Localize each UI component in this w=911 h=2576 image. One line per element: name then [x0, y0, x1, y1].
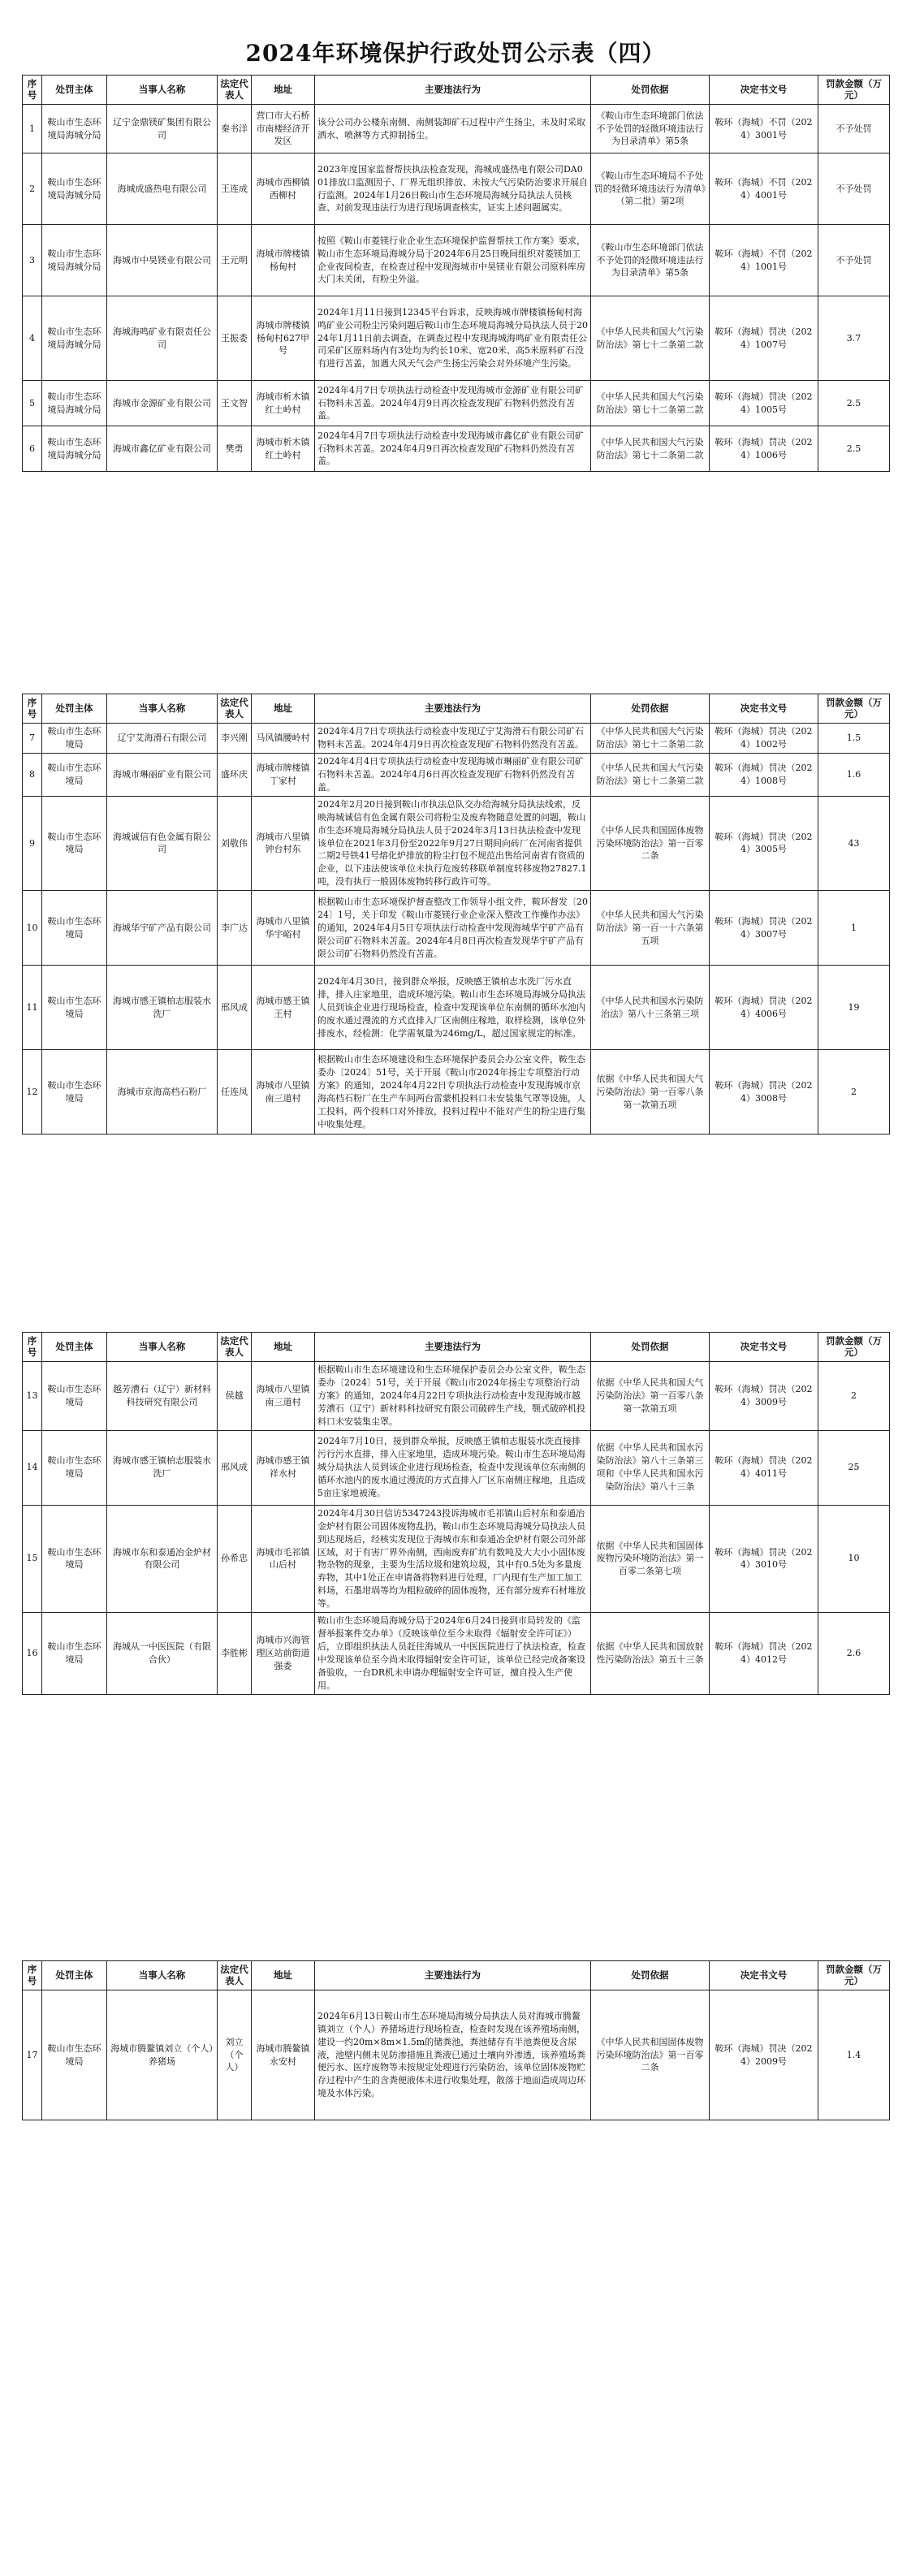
penalty-basis-cell: 《中华人民共和国固体废物污染环境防治法》第一百零二条: [591, 1990, 710, 2120]
decision-number-cell: 鞍环（海城）罚决（2024）4012号: [710, 1613, 818, 1695]
violation-facts-cell: 2023年度国家监督帮扶执法检查发现，海城成盛热电有限公司DA001排放口监测因子、厂界无组织排放、未按大气污染防治要求开展自行监测。2024年1月26日鞍山市生态环境局海城分局执法人员核查、对前发现违法行为进行现场调查核实，证实上述问题属实。: [315, 153, 591, 225]
row-number-cell: 17: [23, 1990, 42, 2120]
party-name-cell: 海城从一中医医院（有限合伙）: [107, 1613, 218, 1695]
fine-amount-cell: 不予处罚: [818, 225, 890, 296]
party-name-cell: 海城华宇矿产品有限公司: [107, 891, 218, 966]
row-number-cell: 6: [23, 426, 42, 472]
column-header-address: 地址: [252, 76, 315, 105]
address-cell: 海城市牌楼镇杨甸村: [252, 225, 315, 296]
decision-number-cell: 鞍环（海城）罚决（2024）4006号: [710, 966, 818, 1050]
address-cell: 海城市感王镇祥水村: [252, 1430, 315, 1505]
column-header-party-name: 当事人名称: [107, 1961, 218, 1990]
penalty-subject-cell: 鞍山市生态环境局: [42, 1505, 107, 1613]
decision-number-cell: 鞍环（海城）罚决（2024）3009号: [710, 1362, 818, 1431]
party-name-cell: 海城市腾鳌镇刘立（个人）养猪场: [107, 1990, 218, 2120]
decision-number-cell: 鞍环（海城）不罚（2024）4001号: [710, 153, 818, 225]
row-number-cell: 15: [23, 1505, 42, 1613]
column-header-party-name: 当事人名称: [107, 1333, 218, 1362]
penalty-subject-cell: 鞍山市生态环境局: [42, 966, 107, 1050]
party-name-cell: 海城市感王镇柏志服装水洗厂: [107, 966, 218, 1050]
legal-representative-cell: 任连凤: [218, 1050, 252, 1135]
column-header-party-name: 当事人名称: [107, 76, 218, 105]
address-cell: 海城市八里镇华宇峪村: [252, 891, 315, 966]
party-name-cell: 海城市琳丽矿业有限公司: [107, 753, 218, 796]
table-row: [23, 1990, 890, 2120]
penalty-subject-cell: 鞍山市生态环境局海城分局: [42, 225, 107, 296]
penalty-subject-cell: 鞍山市生态环境局海城分局: [42, 153, 107, 225]
party-name-cell: 海城诚信有色金属有限公司: [107, 796, 218, 891]
column-header-address: 地址: [252, 1961, 315, 1990]
table-header-row: [23, 1961, 890, 1990]
legal-representative-cell: 秦书洋: [218, 105, 252, 153]
violation-facts-cell: 按照《鞍山市菱镁行业企业生态环境保护监督帮扶工作方案》要求，鞍山市生态环境局海城分局于2024年6月25日晚间组织对菱镁加工企业夜间检查，在检查过程中发现海城市中昊镁业有限公司原料库房大门未关闭，有粉尘外溢。: [315, 225, 591, 296]
legal-representative-cell: 李广达: [218, 891, 252, 966]
fine-amount-cell: 2: [818, 1362, 890, 1431]
penalty-basis-cell: 《鞍山市生态环境部门依法不予处罚的轻微环境违法行为目录清单》第5条: [591, 105, 710, 153]
fine-amount-cell: 1.6: [818, 753, 890, 796]
table-row: [23, 796, 890, 891]
penalty-subject-cell: 鞍山市生态环境局海城分局: [42, 381, 107, 426]
column-header-fine-amount: 罚款金额（万元）: [818, 1961, 890, 1990]
column-header-row-number: 序号: [23, 76, 42, 105]
decision-number-cell: 鞍环（海城）罚决（2024）3010号: [710, 1505, 818, 1613]
column-header-violation-facts: 主要违法行为: [315, 1961, 591, 1990]
address-cell: 海城市西柳镇西柳村: [252, 153, 315, 225]
legal-representative-cell: 刘立（个人）: [218, 1990, 252, 2120]
penalty-subject-cell: 鞍山市生态环境局: [42, 1050, 107, 1135]
table-row: [23, 426, 890, 472]
column-header-violation-facts: 主要违法行为: [315, 76, 591, 105]
fine-amount-cell: 25: [818, 1430, 890, 1505]
address-cell: 海城市八里镇钟台村东: [252, 796, 315, 891]
table-row: [23, 296, 890, 381]
decision-number-cell: 鞍环（海城）罚决（2024）2009号: [710, 1990, 818, 2120]
row-number-cell: 5: [23, 381, 42, 426]
violation-facts-cell: 2024年4月7日专项执法行动检查中发现辽宁艾海滑石有限公司矿石物料未苫盖。2024年4月9日再次检查发现矿石物料仍然没有苫盖。: [315, 724, 591, 754]
page-title: 2024年环境保护行政处罚公示表（四）: [245, 40, 666, 67]
address-cell: 海城市感王镇王村: [252, 966, 315, 1050]
column-header-fine-amount: 罚款金额（万元）: [818, 694, 890, 724]
party-name-cell: 海城市感王镇柏志服装水洗厂: [107, 1430, 218, 1505]
legal-representative-cell: 王文智: [218, 381, 252, 426]
column-header-penalty-basis: 处罚依据: [591, 694, 710, 724]
penalty-table-section-3: [22, 1332, 890, 1695]
legal-representative-cell: 王元明: [218, 225, 252, 296]
party-name-cell: 越芳漕石（辽宁）新材料科技研究有限公司: [107, 1362, 218, 1431]
column-header-penalty-basis: 处罚依据: [591, 1961, 710, 1990]
table-row: [23, 381, 890, 426]
violation-facts-cell: 该分公司办公楼东南侧、南侧装卸矿石过程中产生扬尘，未及时采取洒水、喷淋等方式抑制扬尘。: [315, 105, 591, 153]
penalty-subject-cell: 鞍山市生态环境局: [42, 1990, 107, 2120]
penalty-basis-cell: 《中华人民共和国大气污染防治法》第七十二条第二款: [591, 381, 710, 426]
row-number-cell: 14: [23, 1430, 42, 1505]
table-row: [23, 1505, 890, 1613]
legal-representative-cell: 王振委: [218, 296, 252, 381]
violation-facts-cell: 根据鞍山市生态环境建设和生态环境保护委员会办公室文件，鞍生态委办〔2024〕51号，关于开展《鞍山市2024年扬尘专项整治行动方案》的通知，2024年4月22日专项执法行动检查中发现海城市京海高档石粉厂在生产车间两台雷蒙机投料口未安装集气罩等设施，人工投料，两个投料口对外排放，投料过程中不能对产生的粉尘进行集中收集处理。: [315, 1050, 591, 1135]
decision-number-cell: 鞍环（海城）罚决（2024）1008号: [710, 753, 818, 796]
address-cell: 马风镇腰岭村: [252, 724, 315, 754]
address-cell: 海城市析木镇红土岭村: [252, 426, 315, 472]
violation-facts-cell: 鞍山市生态环境局海城分局于2024年6月24日接到市局转发的《监督举报案件交办单》（反映该单位至今未取得《辐射安全许可证》）后，立即组织执法人员赶往海城从一中医医院进行了执法检查，检查中发现该单位至今尚未取得辐射安全许可证，该单位已经完成备案设备验收，一台DR机未申请办理辐射安全许可证，擅自投入生产使用。: [315, 1613, 591, 1695]
violation-facts-cell: 2024年4月30日信访5347243投诉海城市毛祁镇山后村东和泰通冶金炉材有限公司固体废物乱扔，鞍山市生态环境局海城分局执法人员到达现场后，经核实发现位于海城市东和泰通冶金炉材有限公司外部区域，对于有害厂界外南侧，西南废弃矿坑有数吨及大大小小固体废物杂物的现象，主要为生活垃圾和建筑垃圾，其中有0.5处为多量废弃物，其中1处正在申请备将物料进行处理，厂内现有生产加工加工料场，石墨坩埚等均为粗粒破碎的固体废物，还有部分废弃石材堆放等。: [315, 1505, 591, 1613]
column-header-legal-representative: 法定代表人: [218, 76, 252, 105]
address-cell: 海城市八里镇南三道村: [252, 1362, 315, 1431]
penalty-basis-cell: 依据《中华人民共和国大气污染防治法》第一百零八条第一款第五项: [591, 1050, 710, 1135]
column-header-fine-amount: 罚款金额（万元）: [818, 76, 890, 105]
column-header-penalty-basis: 处罚依据: [591, 76, 710, 105]
row-number-cell: 1: [23, 105, 42, 153]
row-number-cell: 3: [23, 225, 42, 296]
address-cell: 海城市析木镇红土岭村: [252, 381, 315, 426]
penalty-basis-cell: 《中华人民共和国大气污染防治法》第七十二条第二款: [591, 753, 710, 796]
penalty-basis-cell: 依据《中华人民共和国水污染防治法》第八十三条第三项和《中华人民共和国水污染防治法》第八十三条: [591, 1430, 710, 1505]
legal-representative-cell: 樊勇: [218, 426, 252, 472]
table-row: [23, 225, 890, 296]
party-name-cell: 海城成盛热电有限公司: [107, 153, 218, 225]
fine-amount-cell: 2: [818, 1050, 890, 1135]
address-cell: 海城市牌楼镇丁家村: [252, 753, 315, 796]
column-header-row-number: 序号: [23, 1333, 42, 1362]
party-name-cell: 海城海鸣矿业有限责任公司: [107, 296, 218, 381]
violation-facts-cell: 2024年6月13日鞍山市生态环境局海城分局执法人员对海城市腾鳌镇刘立（个人）养猪场进行现场检查，检查时发现在该养殖场南侧，建设一约20m×8m×1.5m的储粪池，粪池储存有半池粪便及含尿液，池壁内侧未见防渗措施且粪液已通过土壤向外渗透，该养殖场粪便污水、医疗废物等未按规定处理进行污染防治，该单位固体废物贮存过程中产生的含粪便液体未进行收集处理，散落于地面造成周边环境及水体污染。: [315, 1990, 591, 2120]
penalty-subject-cell: 鞍山市生态环境局: [42, 891, 107, 966]
decision-number-cell: 鞍环（海城）罚决（2024）3008号: [710, 1050, 818, 1135]
column-header-penalty-subject: 处罚主体: [42, 694, 107, 724]
table-row: [23, 891, 890, 966]
violation-facts-cell: 2024年7月10日，接到群众举报，反映感王镇柏志服装水洗直接排污行污水直排，排入庄家地里，造成环境污染。鞍山市生态环境局海城分局执法人员到该企业进行现场检查，检查中发现该单位东南侧的循环水池内的废水通过漫流的方式直排入厂区东南侧庄稼地，且造成5亩庄家地被淹。: [315, 1430, 591, 1505]
decision-number-cell: 鞍环（海城）罚决（2024）3007号: [710, 891, 818, 966]
penalty-subject-cell: 鞍山市生态环境局: [42, 796, 107, 891]
row-number-cell: 12: [23, 1050, 42, 1135]
penalty-basis-cell: 《鞍山市生态环境部门依法不予处罚的轻微环境违法行为目录清单》第5条: [591, 225, 710, 296]
column-header-legal-representative: 法定代表人: [218, 1333, 252, 1362]
table-row: [23, 153, 890, 225]
fine-amount-cell: 10: [818, 1505, 890, 1613]
fine-amount-cell: 43: [818, 796, 890, 891]
fine-amount-cell: 19: [818, 966, 890, 1050]
violation-facts-cell: 2024年2月20日接到鞍山市执法总队交办给海城分局执法线索，反映海城诚信有色金属有限公司将粉尘及废弃物随意处置的问题，鞍山市生态环境局海城分局执法人员于2024年3月13日执法检查中发现该单位在2021年3月份至2022年9月27日期间向砖厂在河南省提供二期2号铁41号熔化炉排放的粉尘打包不规范出售给河南省有资质的企业，以下违法使该单位未执行危废转移联单制度转移废物27827.1吨，没有执行一般固体废物转移行政许可等。: [315, 796, 591, 891]
address-cell: 海城市牌楼镇杨甸村627甲号: [252, 296, 315, 381]
penalty-basis-cell: 《中华人民共和国大气污染防治法》第七十二条第二款: [591, 724, 710, 754]
row-number-cell: 16: [23, 1613, 42, 1695]
address-cell: 海城市八里镇南三道村: [252, 1050, 315, 1135]
violation-facts-cell: 2024年4月7日专项执法行动检查中发现海城市金源矿业有限公司矿石物料未苫盖。2024年4月9日再次检查发现矿石物料仍然没有苫盖。: [315, 381, 591, 426]
party-name-cell: 海城市鑫亿矿业有限公司: [107, 426, 218, 472]
party-name-cell: 海城市东和泰通冶金炉材有限公司: [107, 1505, 218, 1613]
fine-amount-cell: 2.5: [818, 426, 890, 472]
row-number-cell: 4: [23, 296, 42, 381]
party-name-cell: 辽宁艾海滑石有限公司: [107, 724, 218, 754]
column-header-penalty-basis: 处罚依据: [591, 1333, 710, 1362]
address-cell: 海城市兴海管理区站前街道强委: [252, 1613, 315, 1695]
column-header-fine-amount: 罚款金额（万元）: [818, 1333, 890, 1362]
violation-facts-cell: 2024年4月7日专项执法行动检查中发现海城市鑫亿矿业有限公司矿石物料未苫盖。2024年4月9日再次检查发现矿石物料仍然没有苫盖。: [315, 426, 591, 472]
penalty-subject-cell: 鞍山市生态环境局海城分局: [42, 426, 107, 472]
fine-amount-cell: 1: [818, 891, 890, 966]
fine-amount-cell: 1.5: [818, 724, 890, 754]
penalty-subject-cell: 鞍山市生态环境局: [42, 1613, 107, 1695]
table-row: [23, 753, 890, 796]
column-header-violation-facts: 主要违法行为: [315, 694, 591, 724]
violation-facts-cell: 根据鞍山市生态环境建设和生态环境保护委员会办公室文件，鞍生态委办〔2024〕51号，关于开展《鞍山市2024年扬尘专项整治行动方案》的通知，2024年4月22日专项执法行动检查中发现海城市越芳漕石（辽宁）新材料科技研究有限公司破碎生产线，颚式破碎机投料口未安装集尘罩。: [315, 1362, 591, 1431]
table-header-row: [23, 694, 890, 724]
column-header-decision-number: 决定书文号: [710, 1333, 818, 1362]
fine-amount-cell: 2.6: [818, 1613, 890, 1695]
decision-number-cell: 鞍环（海城）罚决（2024）1006号: [710, 426, 818, 472]
address-cell: 海城市腾鳌镇永安村: [252, 1990, 315, 2120]
legal-representative-cell: 孙希忠: [218, 1505, 252, 1613]
penalty-subject-cell: 鞍山市生态环境局海城分局: [42, 296, 107, 381]
penalty-subject-cell: 鞍山市生态环境局: [42, 1430, 107, 1505]
legal-representative-cell: 刘敬伟: [218, 796, 252, 891]
penalty-basis-cell: 《鞍山市生态环境局不予处罚的轻微环境违法行为清单》（第二批）第2项: [591, 153, 710, 225]
column-header-violation-facts: 主要违法行为: [315, 1333, 591, 1362]
penalty-basis-cell: 《中华人民共和国固体废物污染环境防治法》第一百零二条: [591, 796, 710, 891]
penalty-basis-cell: 《中华人民共和国大气污染防治法》第七十二条第二款: [591, 426, 710, 472]
decision-number-cell: 鞍环（海城）不罚（2024）3001号: [710, 105, 818, 153]
penalty-table-section-4: [22, 1960, 890, 2120]
table-row: [23, 105, 890, 153]
penalty-basis-cell: 《中华人民共和国大气污染防治法》第一百一十六条第五项: [591, 891, 710, 966]
row-number-cell: 10: [23, 891, 42, 966]
penalty-table-section-2: [22, 694, 890, 1135]
legal-representative-cell: 盛环庆: [218, 753, 252, 796]
penalty-subject-cell: 鞍山市生态环境局: [42, 724, 107, 754]
party-name-cell: 辽宁金鼎镁矿集团有限公司: [107, 105, 218, 153]
column-header-row-number: 序号: [23, 1961, 42, 1990]
column-header-penalty-subject: 处罚主体: [42, 76, 107, 105]
table-header-row: [23, 76, 890, 105]
column-header-party-name: 当事人名称: [107, 694, 218, 724]
address-cell: 海城市毛祁镇山后村: [252, 1505, 315, 1613]
fine-amount-cell: 1.4: [818, 1990, 890, 2120]
penalty-subject-cell: 鞍山市生态环境局: [42, 753, 107, 796]
table-row: [23, 724, 890, 754]
violation-facts-cell: 2024年1月11日接到12345平台诉求，反映海城市牌楼镇杨甸村海鸣矿业公司粉尘污染问题后鞍山市生态环境局海城分局执法人员于2024年1月11日前去调查，在调查过程中发现海城海鸣矿业有限责任公司采矿区原料场内有3处均为约长10米、宽20米、高5米原料矿石没有进行苫盖，加遇大风天气会产生扬尘污染会对外环境产生污染。: [315, 296, 591, 381]
column-header-address: 地址: [252, 694, 315, 724]
row-number-cell: 9: [23, 796, 42, 891]
address-cell: 营口市大石桥市南楼经济开发区: [252, 105, 315, 153]
decision-number-cell: 鞍环（海城）罚决（2024）1007号: [710, 296, 818, 381]
row-number-cell: 11: [23, 966, 42, 1050]
fine-amount-cell: 3.7: [818, 296, 890, 381]
column-header-legal-representative: 法定代表人: [218, 1961, 252, 1990]
table-row: [23, 1362, 890, 1431]
decision-number-cell: 鞍环（海城）罚决（2024）1005号: [710, 381, 818, 426]
table-row: [23, 1430, 890, 1505]
table-row: [23, 1050, 890, 1135]
legal-representative-cell: 邢风成: [218, 1430, 252, 1505]
column-header-address: 地址: [252, 1333, 315, 1362]
row-number-cell: 13: [23, 1362, 42, 1431]
row-number-cell: 8: [23, 753, 42, 796]
penalty-basis-cell: 《中华人民共和国大气污染防治法》第七十二条第二款: [591, 296, 710, 381]
legal-representative-cell: 王连成: [218, 153, 252, 225]
row-number-cell: 2: [23, 153, 42, 225]
column-header-penalty-subject: 处罚主体: [42, 1961, 107, 1990]
column-header-row-number: 序号: [23, 694, 42, 724]
penalty-basis-cell: 依据《中华人民共和国大气污染防治法》第一百零八条第一款第五项: [591, 1362, 710, 1431]
decision-number-cell: 鞍环（海城）不罚（2024）1001号: [710, 225, 818, 296]
column-header-decision-number: 决定书文号: [710, 76, 818, 105]
penalty-basis-cell: 依据《中华人民共和国放射性污染防治法》第五十三条: [591, 1613, 710, 1695]
decision-number-cell: 鞍环（海城）罚决（2024）4011号: [710, 1430, 818, 1505]
legal-representative-cell: 侯越: [218, 1362, 252, 1431]
legal-representative-cell: 李兴刚: [218, 724, 252, 754]
table-header-row: [23, 1333, 890, 1362]
table-row: [23, 1613, 890, 1695]
legal-representative-cell: 邢风成: [218, 966, 252, 1050]
column-header-decision-number: 决定书文号: [710, 694, 818, 724]
penalty-basis-cell: 《中华人民共和国水污染防治法》第八十三条第三项: [591, 966, 710, 1050]
fine-amount-cell: 不予处罚: [818, 153, 890, 225]
violation-facts-cell: 2024年4月30日，接到群众举报，反映感王镇柏志水洗厂污水直排，排入庄家地里，造成环境污染。鞍山市生态环境局海城分局执法人员到该企业进行现场检查，检查中发现该单位东南侧的循环水池内的废水通过漫流的方式直排入厂区南侧庄稼地，取样检测，该单位外排废水，经检测：化学需氧量为246mg/L，超过国家规定的标准。: [315, 966, 591, 1050]
fine-amount-cell: 2.5: [818, 381, 890, 426]
party-name-cell: 海城市中昊镁业有限公司: [107, 225, 218, 296]
column-header-legal-representative: 法定代表人: [218, 694, 252, 724]
fine-amount-cell: 不予处罚: [818, 105, 890, 153]
decision-number-cell: 鞍环（海城）罚决（2024）3005号: [710, 796, 818, 891]
column-header-penalty-subject: 处罚主体: [42, 1333, 107, 1362]
row-number-cell: 7: [23, 724, 42, 754]
penalty-basis-cell: 依据《中华人民共和国固体废物污染环境防治法》第一百零二条第七项: [591, 1505, 710, 1613]
penalty-subject-cell: 鞍山市生态环境局: [42, 1362, 107, 1431]
penalty-table-section-1: [22, 75, 890, 472]
party-name-cell: 海城市金源矿业有限公司: [107, 381, 218, 426]
decision-number-cell: 鞍环（海城）罚决（2024）1002号: [710, 724, 818, 754]
table-row: [23, 966, 890, 1050]
violation-facts-cell: 2024年4月4日专项执法行动检查中发现海城市琳丽矿业有限公司矿石物料未苫盖。2024年4月6日再次检查发现矿石物料仍然没有苫盖。: [315, 753, 591, 796]
column-header-decision-number: 决定书文号: [710, 1961, 818, 1990]
party-name-cell: 海城市京海高档石粉厂: [107, 1050, 218, 1135]
violation-facts-cell: 根据鞍山市生态环境保护督查整改工作领导小组文件，鞍环督发〔2024〕1号，关于印发《鞍山市菱镁行业企业深入整改工作操作办法》的通知，2024年4月5日专项执法行动检查中发现海城华宇矿产品有限公司矿石物料未苫盖。2024年4月8日再次检查发现华宇矿产品有限公司矿石物料仍然没有苫盖。: [315, 891, 591, 966]
legal-representative-cell: 李胜彬: [218, 1613, 252, 1695]
penalty-subject-cell: 鞍山市生态环境局海城分局: [42, 105, 107, 153]
